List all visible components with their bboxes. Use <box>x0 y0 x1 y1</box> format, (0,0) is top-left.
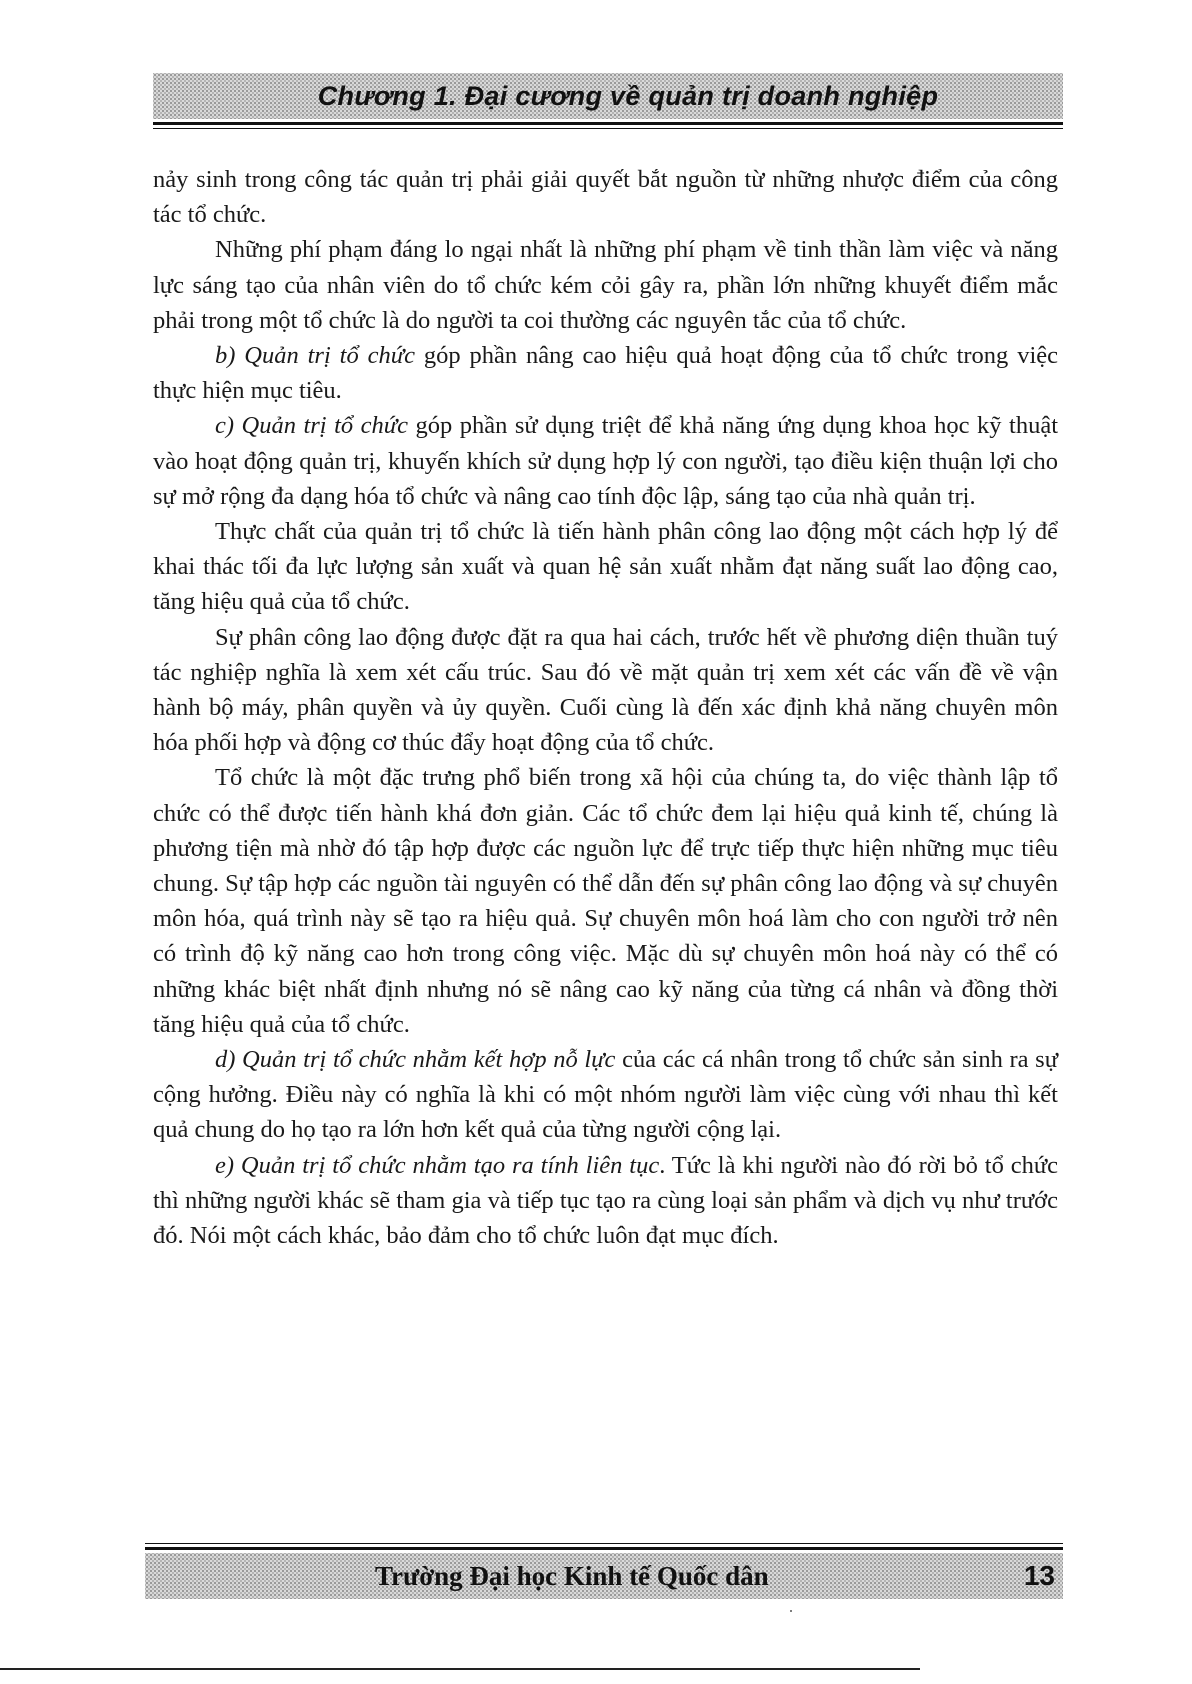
chapter-title: Chương 1. Đại cương về quản trị doanh nghiệp <box>317 81 939 111</box>
paragraph-9-text: . Tức là khi người nào đó rời bỏ tổ chức thì những người khác sẽ tham gia và tiếp tục tạo ra cùng loại sản phẩm và dịch vụ như trước đó. Nói một cách khác, bảo đảm cho tổ chức luôn đạt mục đích. <box>153 1151 1058 1250</box>
paragraph-8-text: của các cá nhân trong tổ chức sản sinh ra sự cộng hưởng. Điều này có nghĩa là khi có một nhóm người làm việc cùng với nhau thì kết quả chung do họ tạo ra lớn hơn kết quả của từng người cộng lại. <box>153 1046 1058 1144</box>
footer-band <box>145 1553 1063 1599</box>
footer-rule <box>145 1547 1063 1550</box>
paragraph-4 <box>153 408 1058 514</box>
scan-edge-line <box>0 1668 920 1670</box>
footer-school-name: Trường Đại học Kinh tế Quốc dân <box>375 1561 769 1591</box>
paragraph-2: Những phí phạm đáng lo ngại nhất là những phí phạm về tinh thần làm việc và năng lực sáng tạo của nhân viên do tổ chức kém cỏi gây ra, phần lớn những khuyết điểm mắc phải trong một tổ chức là do người ta coi thường các nguyên tắc của tổ chức. <box>153 236 1058 334</box>
header-rule <box>153 122 1063 125</box>
section-b-heading: b) Quản trị tổ chức <box>215 342 415 370</box>
paragraph-4-text: góp phần sử dụng triệt để khả năng ứng dụng khoa học kỹ thuật vào hoạt động quản trị, khuyến khích sử dụng hợp lý con người, tạo điều kiện thuận lợi cho sự mở rộng đa dạng hóa tổ chức và nâng cao tính độc lập, sáng tạo của nhà quản trị. <box>153 412 1058 510</box>
paragraph-8 <box>153 1042 1058 1148</box>
scan-speck <box>790 1610 792 1612</box>
paragraph-5: Thực chất của quản trị tổ chức là tiến hành phân công lao động một cách hợp lý để khai thác tối đa lực lượng sản xuất và quan hệ sản xuất nhằm đạt năng suất lao động cao, tăng hiệu quả của tổ chức. <box>153 518 1058 616</box>
paragraph-9 <box>153 1148 1058 1254</box>
page-number: 13 <box>1023 1560 1055 1591</box>
paragraph-7: Tổ chức là một đặc trưng phổ biến trong xã hội của chúng ta, do việc thành lập tổ chức có thể được tiến hành khá đơn giản. Các tổ chức đem lại hiệu quả kinh tế, chúng là phương tiện mà nhờ đó tập hợp được các nguồn lực để trực tiếp thực hiện những mục tiêu chung. Sự tập hợp các nguồn tài nguyên có thể dẫn đến sự phân công lao động và sự chuyên môn hóa, quá trình này sẽ tạo ra hiệu quả. Sự chuyên môn hoá làm cho con người trở nên có trình độ kỹ năng cao hơn trong công việc. Mặc dù sự chuyên môn hoá này có thể có những khác biệt nhất định nhưng nó sẽ nâng cao kỹ năng của từng cá nhân và đồng thời tăng hiệu quả của tổ chức. <box>153 764 1058 1038</box>
page-body <box>153 162 1058 1253</box>
section-d-heading: d) Quản trị tổ chức nhằm kết hợp nỗ lực <box>215 1046 616 1074</box>
paragraph-1: nảy sinh trong công tác quản trị phải giải quyết bắt nguồn từ những nhược điểm của công tác tổ chức. <box>153 166 1058 229</box>
paragraph-6: Sự phân công lao động được đặt ra qua hai cách, trước hết về phương diện thuần tuý tác nghiệp nghĩa là xem xét cấu trúc. Sau đó về mặt quản trị xem xét các vấn đề về vận hành bộ máy, phân quyền và ủy quyền. Cuối cùng là đến xác định khả năng chuyên môn hóa phối hợp và động cơ thúc đẩy hoạt động của tổ chức. <box>153 623 1058 757</box>
header-rule-thin <box>153 128 1063 129</box>
chapter-header-band <box>153 73 1063 119</box>
paragraph-3 <box>153 338 1058 408</box>
paragraph-3-text: góp phần nâng cao hiệu quả hoạt động của tổ chức trong việc thực hiện mục tiêu. <box>153 342 1058 405</box>
section-e-heading: e) Quản trị tổ chức nhằm tạo ra tính liên tục <box>215 1151 660 1179</box>
section-c-heading: c) Quản trị tổ chức <box>215 412 409 440</box>
footer-rule-thin <box>145 1543 1063 1544</box>
